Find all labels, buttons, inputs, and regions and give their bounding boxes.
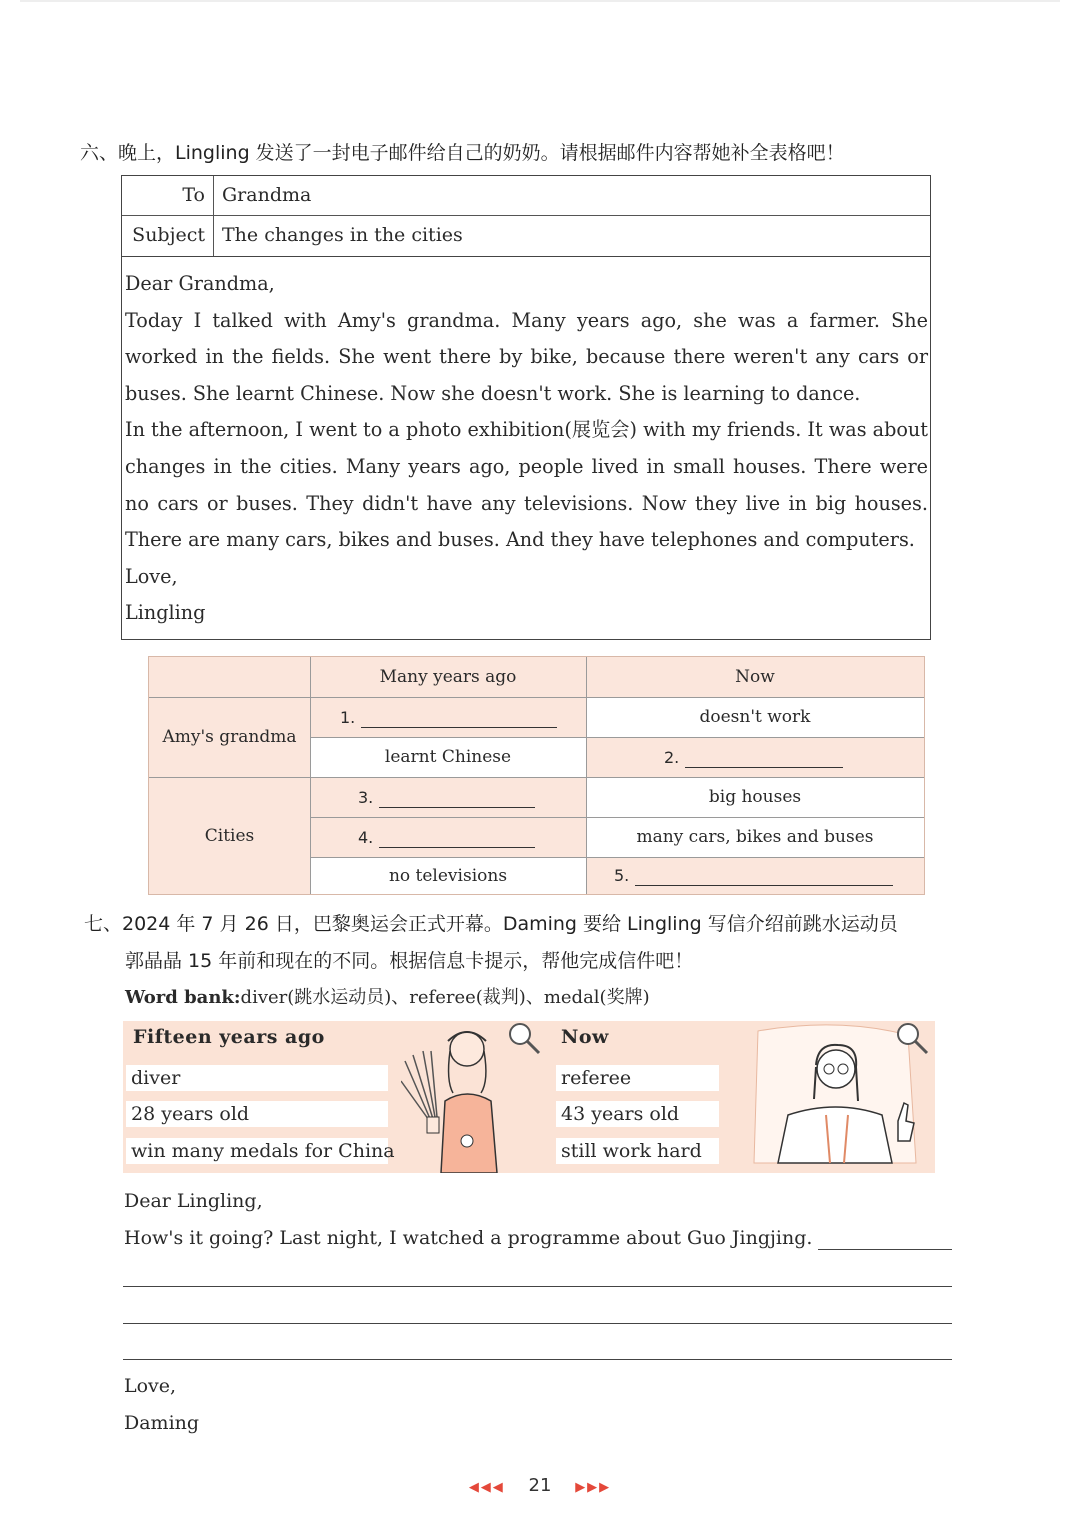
blank-2[interactable]: 2. [586, 737, 924, 777]
letter-signature: Daming [124, 1412, 200, 1434]
writing-line[interactable] [123, 1359, 952, 1360]
grid-line [149, 697, 924, 698]
word-bank [125, 983, 650, 1009]
writing-line[interactable] [123, 1286, 952, 1287]
past-item-2: 28 years old [126, 1101, 388, 1127]
now-item-2: 43 years old [556, 1101, 719, 1127]
letter-line-1: How's it going? Last night, I watched a programme about Guo Jingjing. [124, 1227, 813, 1249]
info-card [123, 1021, 935, 1173]
header-now: Now [735, 667, 775, 687]
email-greeting: Dear Grandma, [125, 272, 275, 295]
prev-arrows-icon: ◀◀◀ [468, 1480, 505, 1495]
email-to-row [122, 176, 930, 216]
page-number: 21 [528, 1475, 552, 1496]
email-subject-value: The changes in the cities [222, 224, 463, 246]
grid-line [149, 777, 924, 778]
word-bank-items: diver(跳水运动员)、referee(裁判)、medal(奖牌) [240, 987, 650, 1008]
email-subject-label: Subject [122, 216, 214, 256]
cell-r4-now: many cars, bikes and buses [586, 817, 924, 857]
cell-r3-now: big houses [586, 777, 924, 817]
next-arrows-icon: ▶▶▶ [575, 1480, 612, 1495]
writing-line[interactable] [123, 1323, 952, 1324]
now-item-1: referee [556, 1065, 719, 1091]
comparison-table [148, 656, 925, 895]
email-body [125, 266, 928, 632]
grid-line [310, 817, 924, 818]
writing-line[interactable] [818, 1249, 952, 1250]
email-closing: Love, [125, 564, 178, 588]
grid-line [310, 737, 924, 738]
page-footer [0, 1475, 1080, 1496]
email-to-label: To [122, 176, 214, 215]
blank-5[interactable]: 5. [586, 857, 924, 894]
blank-4[interactable]: 4. [310, 817, 586, 857]
header-many-years-ago: Many years ago [379, 667, 517, 687]
grid-line [310, 857, 924, 858]
now-title: Now [561, 1026, 609, 1048]
magnifier-icon [505, 1019, 543, 1057]
past-item-3: win many medals for China [126, 1138, 388, 1164]
email-subject-row [122, 216, 930, 257]
section7-heading-line2: 郭晶晶 15 年前和现在的不同。根据信息卡提示，帮他完成信件吧！ [125, 950, 694, 972]
blank-1[interactable]: 1. [310, 697, 586, 737]
email-box [121, 175, 931, 640]
email-to-value: Grandma [222, 184, 312, 206]
row-label-cities: Cities [204, 825, 255, 846]
magnifier-icon [893, 1019, 931, 1057]
cell-r5-past: no televisions [310, 857, 586, 894]
top-rule [20, 0, 1060, 2]
email-paragraph-2: In the afternoon, I went to a photo exhibition(展览会) with my friends. It was about changes in the cities. Many years ago, people lived in small houses. There were no cars or buses. They didn't have any televisions. Now they live in big houses. There are many cars, bikes and buses. And they have telephones and computers. [125, 418, 928, 552]
now-item-3: still work hard [556, 1138, 719, 1164]
email-paragraph-1: Today I talked with Amy's grandma. Many years ago, she was a farmer. She worked in the fields. She went there by bike, because there weren't any cars or buses. She learnt Chinese. Now she doesn't work. She is learning to dance. [125, 308, 928, 405]
grid-line [586, 657, 587, 894]
past-item-1: diver [126, 1065, 388, 1091]
section7-heading-line1: 七、2024 年 7 月 26 日，巴黎奥运会正式开幕。Daming 要给 Lingling 写信介绍前跳水运动员 [84, 913, 898, 935]
past-title: Fifteen years ago [133, 1026, 325, 1048]
letter-greeting: Dear Lingling, [124, 1190, 263, 1212]
grid-line [310, 657, 311, 894]
letter-closing: Love, [124, 1375, 177, 1397]
email-signature: Lingling [125, 601, 206, 625]
row-label-amys-grandma: Amy's grandma [162, 727, 297, 747]
cell-r2-past: learnt Chinese [310, 737, 586, 777]
section6-heading: 六、晚上，Lingling 发送了一封电子邮件给自己的奶奶。请根据邮件内容帮她补全表格吧！ [80, 142, 845, 164]
cell-r1-now: doesn't work [586, 697, 924, 737]
blank-3[interactable]: 3. [310, 777, 586, 817]
word-bank-label: Word bank: [125, 987, 241, 1008]
